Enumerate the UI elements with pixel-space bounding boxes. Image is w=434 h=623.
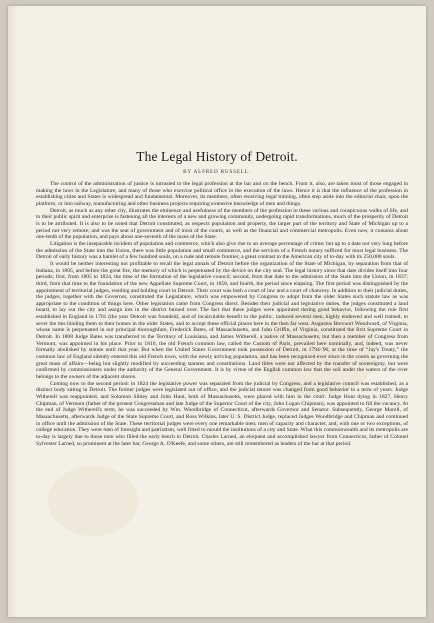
paragraph: It would be neither interesting nor profitable to recall the legal annals of Detroit before the organization of the State of Michigan, by separation from that of Indiana, in 1805, and before the great fire, the memory of which is perpetuated by the device on the city seal. The legal history since that date divides itself into four periods; first, from 1805 to 1824, the time of the formation of the legislative council; second, from that date to the admission of the State into the Union, in 1837; third, from that time to the foundation of the new Appellate Supreme Court, in 1858, and fourth, the period since elapsing. The first period was distinguished by the appointment of territorial judges, residing and holding court in Detroit. Their court was both a court of law and a court of chancery. In addition to their judicial duties, the judges, together with the Governor, constituted the Legislature, which was empowered by Congress to adopt from the older States such statute law as was appropriate to the condition of things here. Other legislation came from Congress direct. Besides their judicial and legislative duties, the judges constituted a land board, to lay out the city and assign lots in the district burned over. The fact that these judges were appointed during good behavior, following the rule first established in England in 1701 (the year Detroit was founded), and of incalculable benefit to the public, induced several men, highly endowed and well trained, to sever the ties binding them to their homes in the older States, and to accept these official places here in the then far west. Augustus Brevoort Woodward, of Virginia, whose name is perpetuated in our principal thoroughfare, Frederick Bates, of Massachusetts, and John Griffin, of Virginia, constituted the first Supreme Court in Detroit. In 1808 Judge Bates was transferred to the Territory of Louisiana, and James Witherell, a native of Massachusetts, but then a member of Congress from Vermont, was appointed in his place. Prior to 1810, the old French common law, called the Custom of Paris, prevailed here nominally, and, indeed, was never formally abolished by statute until that year. But when the United States Government took possession of Detroit, in 1794-'96, at the time of “Jay's Treaty,” the common law of England silently entered this old French town, with the newly arriving population, and has been recognized ever since in the courts as governing the great mass of affairs—being but slightly modified by succeeding statutes and constitutions. Land titles were not affected by the transfer of sovereignty, but were confirmed by commissioners under the authority of the General Government. It is by virtue of the English common law that the soil under the waters of the river belongs to the owners of the adjacent shores. <box>36 260 408 381</box>
paragraph: Coming now to the second period: in 1824 the legislative power was separated from the judicial by Congress, and a legislative council was established, as a distinct body sitting in Detroit. The former judges were legislated out of office, and the judicial tenure was changed from good behavior to a term of years. Judge Witherell was reappointed, and Solomon Sibley and John Hunt, both of Massachusetts, were placed with him in the court. Judge Hunt dying in 1827, Henry Chipman, of Vermont (father of the present Congressman and late Judge of the Superior Court of the city, John Logan Chipman), was appointed to fill the vacancy. At the end of Judge Witherell's term, he was succeeded by Wm. Woodbridge of Connecticut, afterwards Governor and Senator. Subsequently, George Morell, of Massachusetts, afterwards Judge of the State Supreme Court, and Ross Wilkins, later U. S. District Judge, replaced Judges Woodbridge and Chipman and continued in office until the admission of the State. These territorial judges were every one remarkable men; men of capacity and character, and, with one or two exceptions, of college education. They were men of foresight and patriotism, well fitted to mould the institutions of a city and State. What this commonwealth and its metropolis are to-day is largely due to those men who filled the early bench in Detroit. Charles Larned, an eloquent and accomplished lawyer from Connecticut, father of Colonel Sylvester Larned, so prominent at the later bar, George A. O'Keefe, and some others, are still remembered as leaders of the bar at that period. <box>36 380 408 447</box>
paper-stain <box>48 466 138 536</box>
paragraph: Detroit, as much as any other city, illustrates the eminence and usefulness of the members of the profession in these various and conspicuous walks of life, and to their public spirit and enterprise is fastening all the interests of a new and growing community, undergoing rapid transformations, much of the prosperity of Detroit is to be attributed. It is also to be noted that Detroit constituted, as respects population and property, the larger part of the territory and State of Michigan up to a period not very remote; and was the seat of government and of most of the courts, as well as the financial and commercial metropolis. Even now, it contains about one-tenth of the population, and pays about one-seventh of the taxes of the State. <box>36 207 408 241</box>
article-byline: BY ALFRED RUSSELL. <box>183 169 251 175</box>
paragraph: The control of the administration of justice is intrusted to the legal profession at the bar and on the bench. From it, also, are taken most of those engaged in making the laws in the Legislature, and many of those who exercise political office in the execution of the laws. Hence it is that the influence of the profession in establishing cities and States is widespread and fundamental. Moreover, its members, often receiving legal training, often step aside into the editorial chair, upon the platform, or into railway, manufacturing and other business projects requiring extensive knowledge of men and things. <box>36 181 408 207</box>
document-page <box>8 6 426 617</box>
article-title: The Legal History of Detroit. <box>136 149 298 164</box>
page-edge-shadow <box>8 6 18 617</box>
paragraph: Litigation is the inseparable incident of population and commerce, which also give rise to an average percentage of crime; but up to a date not very long before the admission of the State into the Union, there was little population and small commerce, and the services of a French notary sufficed for most legal business. The Detroit of early history was a hamlet of a few hundred souls, on a rude and remote frontier, a great contrast to the American city of to-day with its 250,000 souls. <box>36 240 408 261</box>
article-body <box>36 181 408 447</box>
